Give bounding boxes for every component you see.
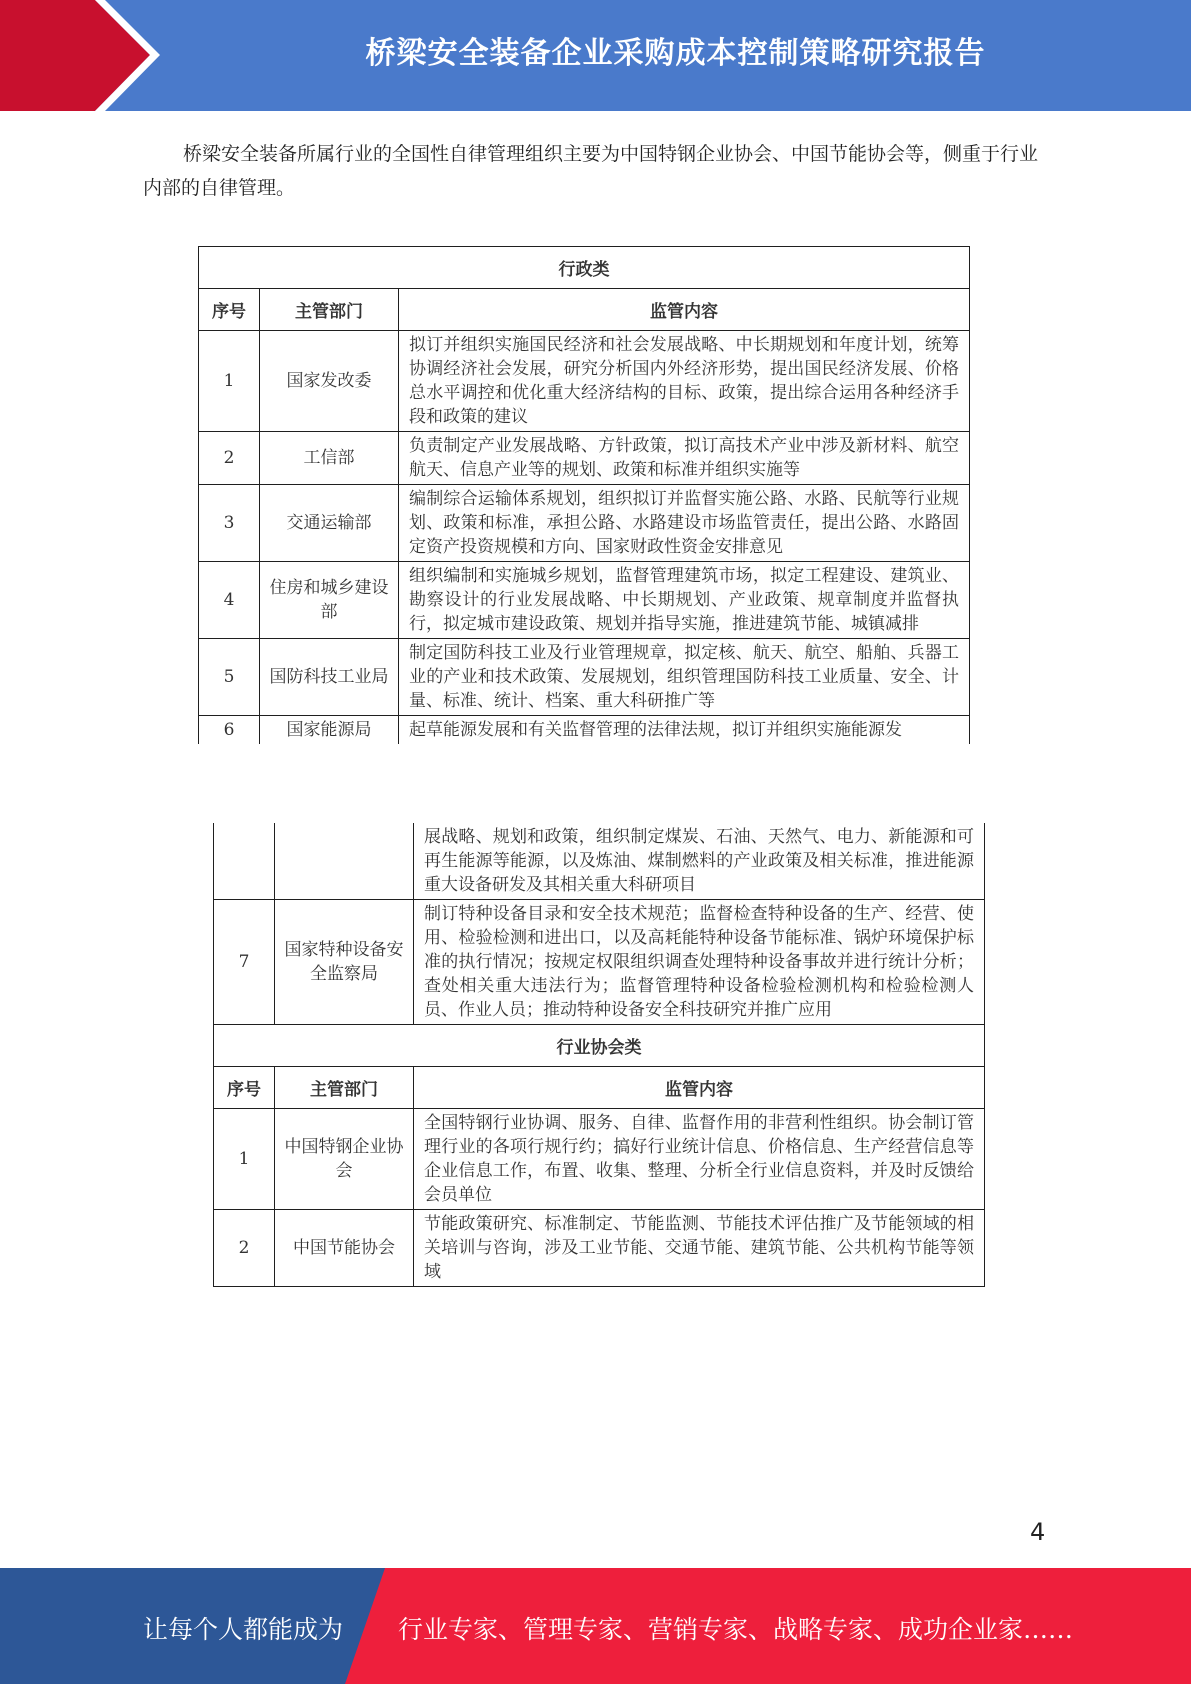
row-dept-empty [275,823,414,900]
row-no: 6 [199,716,260,745]
row-dept: 国家特种设备安全监察局 [275,900,414,1025]
row-dept: 工信部 [260,432,399,485]
page-number: 4 [1030,1518,1046,1546]
header-dept: 主管部门 [260,289,399,331]
row-content: 拟订并组织实施国民经济和社会发展战略、中长期规划和年度计划，统筹协调经济社会发展，研究分析国内外经济形势，提出国民经济发展、价格总水平调控和优化重大经济结构的目标、政策，提出综合运用各种经济手段和政策的建议 [399,331,970,432]
intro-paragraph: 桥梁安全装备所属行业的全国性自律管理组织主要为中国特钢企业协会、中国节能协会等，侧重于行业内部的自律管理。 [143,143,1039,199]
row-no: 1 [199,331,260,432]
row-dept: 住房和城乡建设部 [260,562,399,639]
row-dept: 国家能源局 [260,716,399,745]
row-dept: 中国特钢企业协会 [275,1109,414,1210]
section-row [199,247,970,289]
row-content: 制订特种设备目录和安全技术规范；监督检查特种设备的生产、经营、使用、检验检测和进出口，以及高耗能特种设备节能标准、锅炉环境保护标准的执行情况；按规定权限组织调查处理特种设备事故并进行统计分析；查处相关重大违法行为；监督管理特种设备检验检测机构和检验检测人员、作业人员；推动特种设备安全科技研究并推广应用 [414,900,985,1025]
page-footer [0,1568,1191,1684]
table-row [214,1109,985,1210]
table-row [199,562,970,639]
row-content: 制定国防科技工业及行业管理规章，拟定核、航天、航空、船舶、兵器工业的产业和技术政策、发展规划，组织管理国防科技工业质量、安全、计量、标准、统计、档案、重大科研推广等 [399,639,970,716]
header-content: 监管内容 [414,1067,985,1109]
footer-slogan-left: 让每个人都能成为 [143,1615,344,1644]
row-content: 负责制定产业发展战略、方针政策，拟订高技术产业中涉及新材料、航空航天、信息产业等的规划、政策和标准并组织实施等 [399,432,970,485]
table-row [199,716,970,745]
table-row [214,900,985,1025]
regulator-table-continued [213,823,985,1287]
row-dept: 中国节能协会 [275,1210,414,1287]
row-dept: 国家发改委 [260,331,399,432]
continued-row [214,823,985,900]
regulator-table-administrative [198,246,970,744]
header-no: 序号 [199,289,260,331]
row-content: 起草能源发展和有关监督管理的法律法规，拟订并组织实施能源发 [399,716,970,745]
table-row [199,485,970,562]
header-red-arrow [0,0,150,111]
footer-slogan-right: 行业专家、管理专家、营销专家、战略专家、成功企业家…… [398,1615,1074,1644]
row-content: 编制综合运输体系规划，组织拟订并监督实施公路、水路、民航等行业规划、政策和标准，承担公路、水路建设市场监管责任，提出公路、水路固定资产投资规模和方向、国家财政性资金安排意见 [399,485,970,562]
row-no: 5 [199,639,260,716]
table-row [199,432,970,485]
table-row [214,1210,985,1287]
section-title-associations: 行业协会类 [214,1025,985,1067]
section-title-administrative: 行政类 [199,247,970,289]
row-dept: 国防科技工业局 [260,639,399,716]
header-content: 监管内容 [399,289,970,331]
row-content: 全国特钢行业协调、服务、自律、监督作用的非营利性组织。协会制订管理行业的各项行规行约；搞好行业统计信息、价格信息、生产经营信息等企业信息工作，布置、收集、整理、分析全行业信息资料，并及时反馈给会员单位 [414,1109,985,1210]
table-row [199,639,970,716]
row-content: 节能政策研究、标准制定、节能监测、节能技术评估推广及节能领域的相关培训与咨询，涉及工业节能、交通节能、建筑节能、公共机构节能等领域 [414,1210,985,1287]
section-row [214,1025,985,1067]
report-title: 桥梁安全装备企业采购成本控制策略研究报告 [365,36,986,71]
header-dept: 主管部门 [275,1067,414,1109]
header-row [199,289,970,331]
page-header [0,0,1191,111]
row-no: 4 [199,562,260,639]
row-content: 组织编制和实施城乡规划，监督管理建筑市场，拟定工程建设、建筑业、勘察设计的行业发展战略、中长期规划、产业政策、规章制度并监督执行，拟定城市建设政策、规划并指导实施，推进建筑节能、城镇减排 [399,562,970,639]
row-content: 展战略、规划和政策，组织制定煤炭、石油、天然气、电力、新能源和可再生能源等能源，以及炼油、煤制燃料的产业政策及相关标准，推进能源重大设备研发及其相关重大科研项目 [414,823,985,900]
row-no: 2 [214,1210,275,1287]
row-no: 7 [214,900,275,1025]
row-dept: 交通运输部 [260,485,399,562]
row-no: 1 [214,1109,275,1210]
row-no: 2 [199,432,260,485]
row-no-empty [214,823,275,900]
header-row [214,1067,985,1109]
header-no: 序号 [214,1067,275,1109]
table-row [199,331,970,432]
row-no: 3 [199,485,260,562]
